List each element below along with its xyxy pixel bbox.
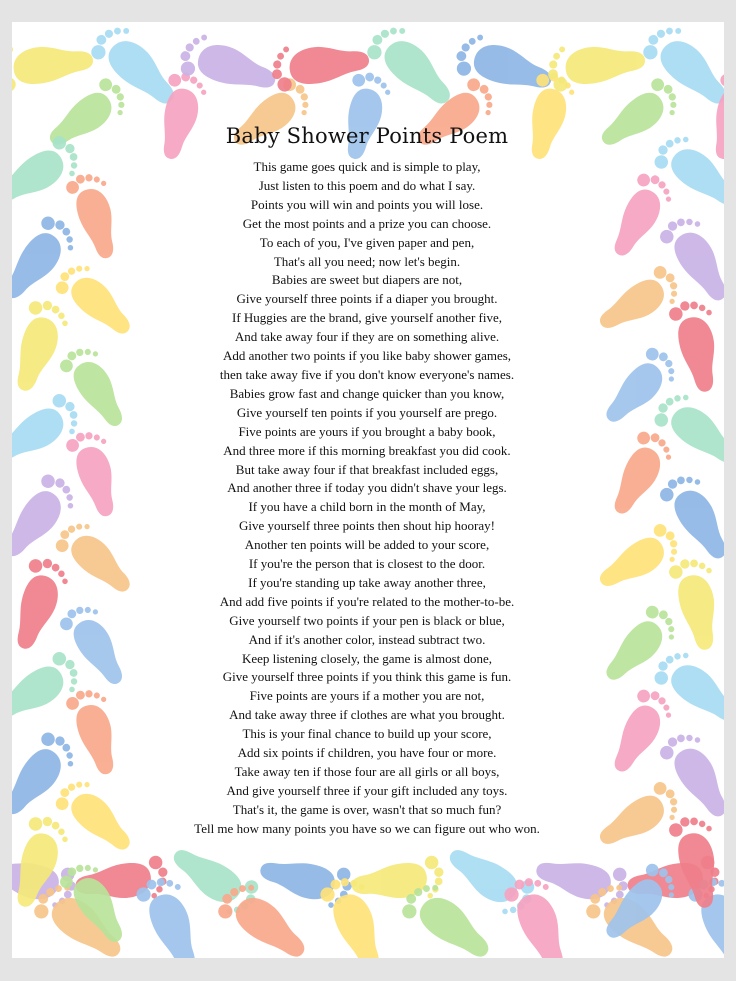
poem-line: If you have a child born in the month of May, xyxy=(248,499,486,515)
poem-line: And another three if today you didn't shave your legs. xyxy=(227,480,507,496)
baby-footprint-icon xyxy=(12,131,88,219)
baby-footprint-icon xyxy=(544,33,648,94)
poem-line: Points you will win and points you will lose. xyxy=(250,196,484,212)
baby-footprint-icon xyxy=(655,466,724,566)
poem-line: To each of you, I've given paper and pen, xyxy=(259,234,475,250)
baby-footprint-icon xyxy=(655,208,724,308)
baby-footprint-icon xyxy=(51,514,144,601)
poem-line: Add another two points if you like baby shower games, xyxy=(222,348,512,364)
baby-footprint-icon xyxy=(12,647,88,735)
poem-line: This is your final chance to build up your score, xyxy=(242,726,492,742)
poem-line: Give yourself three points if a diaper you brought. xyxy=(236,291,498,307)
printable-page xyxy=(12,22,724,958)
baby-footprint-icon xyxy=(12,296,72,397)
poem-line: Just listen to this poem and do what I say. xyxy=(258,177,476,193)
baby-footprint-icon xyxy=(594,74,687,161)
poem-line: Give yourself three points then shout hip hooray! xyxy=(239,518,495,534)
poem-line: Keep listening closely, the game is almost done, xyxy=(241,650,493,666)
baby-footprint-icon xyxy=(649,385,724,473)
baby-footprint-icon xyxy=(649,127,724,215)
poem-content xyxy=(162,118,572,839)
baby-footprint-icon xyxy=(12,389,88,477)
poem-line: This game goes quick and is simple to play, xyxy=(253,159,481,174)
baby-footprint-icon xyxy=(649,643,724,731)
poem-line: Tell me how many points you have so we can figure out who won. xyxy=(194,820,540,836)
baby-footprint-icon xyxy=(605,169,678,265)
poem-line: Give yourself two points if your pen is black or blue, xyxy=(229,612,505,628)
baby-footprint-icon xyxy=(597,601,684,694)
baby-footprint-icon xyxy=(51,772,144,859)
poem-line: And add five points if you're related to the mother-to-be. xyxy=(219,593,515,609)
baby-footprint-icon xyxy=(56,339,139,434)
poem-line: Babies grow fast and change quicker than you know, xyxy=(229,385,505,401)
poem-line: then take away five if you don't know everyone's names. xyxy=(219,366,515,382)
poem-line: And if it's another color, instead subtract two. xyxy=(248,631,486,647)
poem-line: And give yourself three if your gift included any toys. xyxy=(226,782,508,798)
baby-footprint-icon xyxy=(655,724,724,824)
poem-line: If you're standing up take away another three, xyxy=(248,574,486,590)
baby-footprint-icon xyxy=(63,425,130,521)
baby-footprint-icon xyxy=(12,554,72,655)
poem-line: Babies are sweet but diapers are not, xyxy=(271,272,463,288)
poem-line: That's all you need; now let's begin. xyxy=(273,253,461,269)
baby-footprint-icon xyxy=(452,30,558,98)
baby-footprint-icon xyxy=(63,167,130,263)
poem-line: If Huggies are the brand, give yourself another five, xyxy=(231,310,502,326)
baby-footprint-icon xyxy=(176,30,282,98)
poem-line: That's it, the game is over, wasn't that so much fun? xyxy=(232,801,502,817)
poem-line: Give yourself ten points if you yourself are prego. xyxy=(236,404,498,420)
poem-line: Add six points if children, you have four or more. xyxy=(237,745,497,761)
poem-line: If you're the person that is closest to the door. xyxy=(248,556,486,572)
poem-line: And take away four if they are on something alive. xyxy=(234,329,500,345)
baby-footprint-icon xyxy=(63,683,130,779)
poem-line: Take away ten if those four are all girls or all boys, xyxy=(234,764,500,779)
poem-line: Get the most points and a prize you can choose. xyxy=(242,215,492,231)
poem-line: And three more if this morning breakfast you did cook. xyxy=(223,442,511,458)
poem-line: But take away four if that breakfast included eggs, xyxy=(235,461,499,477)
poem-line: Five points are yours if you brought a baby book, xyxy=(238,423,496,439)
baby-footprint-icon xyxy=(605,427,678,523)
poem-title: Baby Shower Points Poem xyxy=(225,124,509,148)
baby-footprint-icon xyxy=(667,295,724,396)
poem-body xyxy=(162,158,572,839)
baby-footprint-icon xyxy=(592,520,687,603)
poem-line: Give yourself three points if you think this game is fun. xyxy=(222,669,512,685)
baby-footprint-icon xyxy=(592,262,687,345)
poem-line: Another ten points will be added to your score, xyxy=(244,537,490,553)
baby-footprint-icon xyxy=(667,553,724,654)
poem-line: And take away three if clothes are what you brought. xyxy=(229,707,505,723)
baby-footprint-icon xyxy=(605,685,678,781)
baby-footprint-icon xyxy=(597,343,684,436)
baby-footprint-icon xyxy=(56,597,139,692)
baby-footprint-icon xyxy=(592,778,687,861)
baby-footprint-icon xyxy=(51,256,144,343)
baby-footprint-icon xyxy=(12,33,96,94)
poem-line: Five points are yours if a mother you are not, xyxy=(249,688,485,704)
